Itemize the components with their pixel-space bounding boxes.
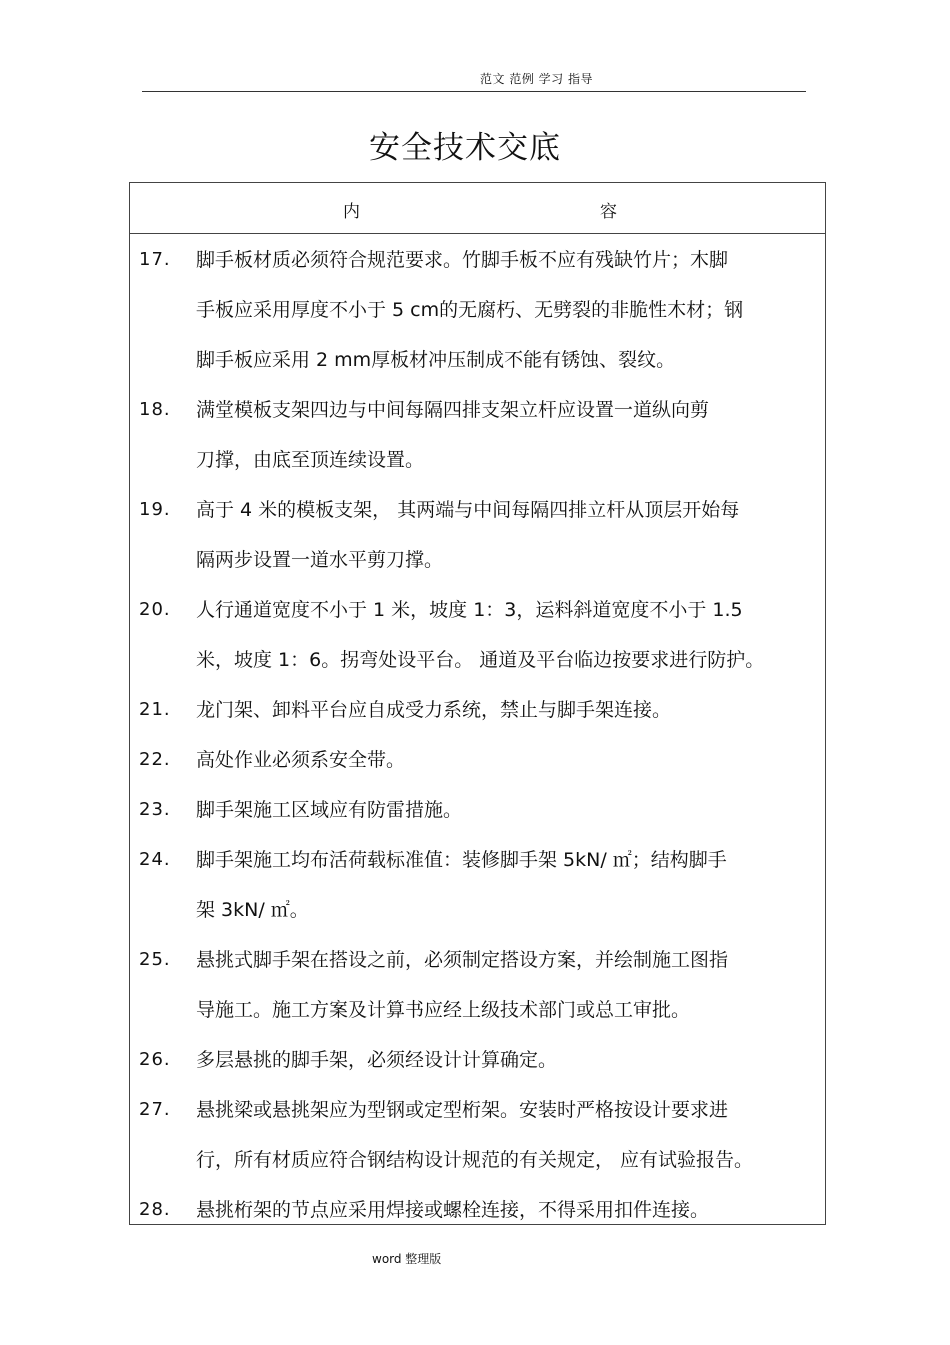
item-text	[196, 685, 825, 735]
list-item	[130, 485, 825, 585]
item-text-line: 隔两步设置一道水平剪刀撑。	[196, 549, 444, 571]
item-text	[196, 785, 825, 835]
list-item	[130, 935, 825, 1035]
item-number: 19.	[139, 499, 171, 520]
item-text-line: 脚手架施工区域应有防雷措施。	[196, 799, 463, 821]
list-item	[130, 385, 825, 485]
item-number: 26.	[139, 1049, 171, 1070]
item-text-line: 脚手板材质必须符合规范要求。竹脚手板不应有残缺竹片；木脚	[196, 249, 729, 271]
item-text	[196, 485, 825, 585]
item-text-line: 高处作业必须系安全带。	[196, 749, 406, 771]
item-text-line: 架 3kN/ ㎡。	[196, 899, 309, 921]
list-item	[130, 685, 825, 735]
item-number: 28.	[139, 1199, 171, 1220]
page-footer: word 整理版	[372, 1252, 442, 1266]
item-number: 24.	[139, 849, 171, 870]
item-text	[196, 835, 825, 935]
content-table	[129, 182, 826, 1225]
item-text-line: 刀撑，由底至顶连续设置。	[196, 449, 425, 471]
list-item	[130, 735, 825, 785]
item-text	[196, 585, 825, 685]
item-text	[196, 1085, 825, 1185]
list-item	[130, 1185, 825, 1235]
item-number: 27.	[139, 1099, 171, 1120]
item-text-line: 悬挑桁架的节点应采用焊接或螺栓连接，不得采用扣件连接。	[196, 1199, 710, 1221]
item-text	[196, 935, 825, 1035]
table-header-row	[130, 183, 825, 234]
item-text-line: 悬挑梁或悬挑架应为型钢或定型桁架。安装时严格按设计要求进	[196, 1099, 729, 1121]
item-text	[196, 1185, 825, 1235]
item-number: 25.	[139, 949, 171, 970]
table-header-label-left: 内	[343, 202, 360, 222]
list-item	[130, 1085, 825, 1185]
page-header: 范文 范例 学习 指导	[480, 72, 593, 86]
item-text-line: 人行通道宽度不小于 1 米，坡度 1：3，运料斜道宽度不小于 1.5	[196, 599, 743, 621]
header-divider	[142, 91, 806, 92]
item-text-line: 满堂模板支架四边与中间每隔四排支架立杆应设置一道纵向剪	[196, 399, 710, 421]
list-item	[130, 585, 825, 685]
item-list	[130, 235, 825, 1235]
item-text	[196, 1035, 825, 1085]
item-text	[196, 235, 825, 385]
item-text-line: 高于 4 米的模板支架， 其两端与中间每隔四排立杆从顶层开始每	[196, 499, 740, 521]
item-text-line: 悬挑式脚手架在搭设之前，必须制定搭设方案，并绘制施工图指	[196, 949, 729, 971]
item-text-line: 脚手板应采用 2 mm厚板材冲压制成不能有锈蚀、裂纹。	[196, 349, 676, 371]
document-title: 安全技术交底	[369, 130, 561, 166]
item-text-line: 米，坡度 1：6。拐弯处设平台。 通道及平台临边按要求进行防护。	[196, 649, 765, 671]
item-number: 18.	[139, 399, 171, 420]
item-text-line: 多层悬挑的脚手架，必须经设计计算确定。	[196, 1049, 558, 1071]
table-header-label-right: 容	[600, 202, 617, 222]
item-text-line: 行，所有材质应符合钢结构设计规范的有关规定， 应有试验报告。	[196, 1149, 754, 1171]
item-number: 23.	[139, 799, 171, 820]
item-number: 22.	[139, 749, 171, 770]
item-text-line: 脚手架施工均布活荷载标准值：装修脚手架 5kN/ ㎡；结构脚手	[196, 849, 727, 871]
item-text-line: 龙门架、卸料平台应自成受力系统，禁止与脚手架连接。	[196, 699, 672, 721]
item-text	[196, 385, 825, 485]
list-item	[130, 235, 825, 385]
item-number: 17.	[139, 249, 171, 270]
list-item	[130, 785, 825, 835]
list-item	[130, 1035, 825, 1085]
item-number: 20.	[139, 599, 171, 620]
list-item	[130, 835, 825, 935]
item-text-line: 手板应采用厚度不小于 5 cm的无腐朽、无劈裂的非脆性木材；钢	[196, 299, 744, 321]
item-text-line: 导施工。施工方案及计算书应经上级技术部门或总工审批。	[196, 999, 691, 1021]
item-number: 21.	[139, 699, 171, 720]
item-text	[196, 735, 825, 785]
